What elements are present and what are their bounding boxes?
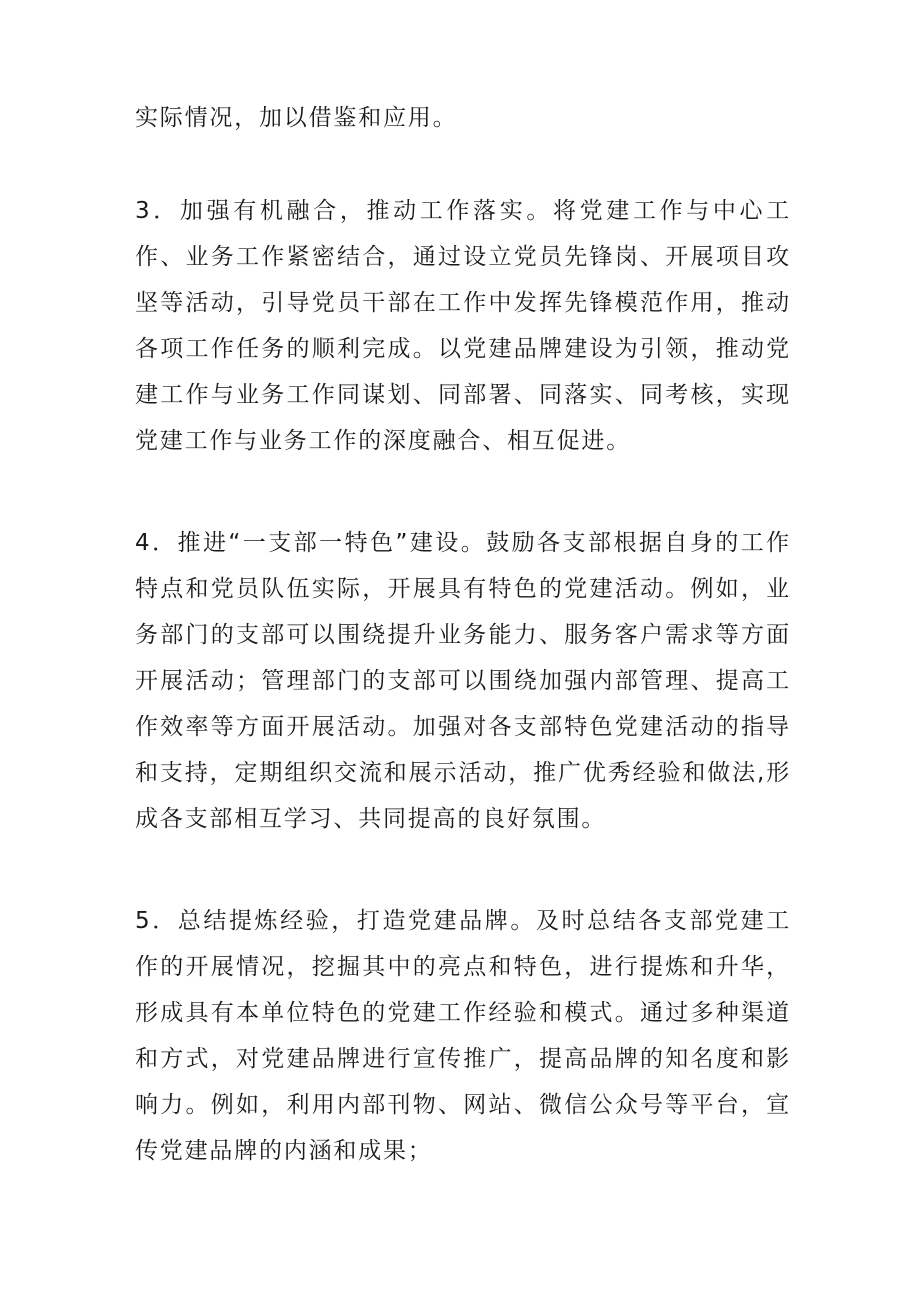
paragraph-item-4: 4．推进“一支部一特色”建设。鼓励各支部根据自身的工作特点和党员队伍实际，开展具有特色的党建活动。例如，业务部门的支部可以围绕提升业务能力、服务客户需求等方面开展活动；管理部门的支部可以围绕加强内部管理、提高工作效率等方面开展活动。加强对各支部特色党建活动的指导和支持，定期组织交流和展示活动，推广优秀经验和做法,形成各支部相互学习、共同提高的良好氛围。 xyxy=(135,530,791,832)
paragraph-intro-continuation: 实际情况，加以借鉴和应用。 xyxy=(135,105,458,131)
paragraph-item-3: 3．加强有机融合，推动工作落实。将党建工作与中心工作、业务工作紧密结合，通过设立党员先锋岗、开展项目攻坚等活动，引导党员干部在工作中发挥先锋模范作用，推动各项工作任务的顺利完成。以党建品牌建设为引领，推动党建工作与业务工作同谋划、同部署、同落实、同考核，实现党建工作与业务工作的深度融合、相互促进。 xyxy=(135,198,791,454)
paragraph-item-5: 5．总结提炼经验，打造党建品牌。及时总结各支部党建工作的开展情况，挖掘其中的亮点和特色，进行提炼和升华，形成具有本单位特色的党建工作经验和模式。通过多种渠道和方式，对党建品牌进行宣传推广，提高品牌的知名度和影响力。例如，利用内部刊物、网站、微信公众号等平台，宣传党建品牌的内涵和成果； xyxy=(135,908,791,1164)
